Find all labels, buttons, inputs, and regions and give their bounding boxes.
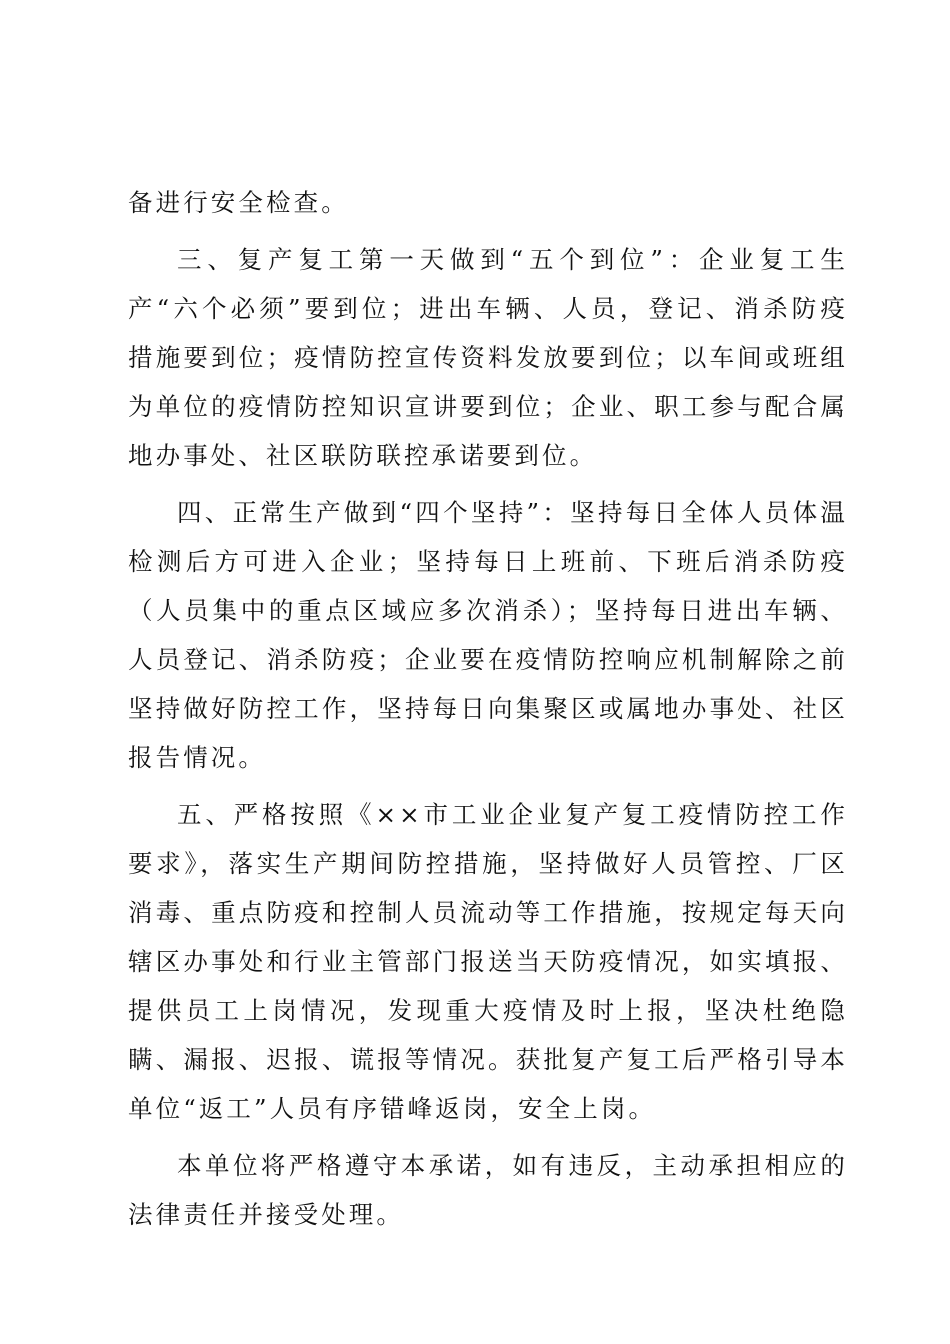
document-body [128,178,848,1239]
paragraph-item-four: 四、正常生产做到“四个坚持”：坚持每日全体人员体温检测后方可进入企业；坚持每日上班前、下班后消杀防疫（人员集中的重点区域应多次消杀）；坚持每日进出车辆、人员登记、消杀防疫；企业要在疫情防控响应机制解除之前坚持做好防控工作，坚持每日向集聚区或属地办事处、社区报告情况。 [128,498,848,772]
paragraph-continuation: 备进行安全检查。 [128,188,349,217]
paragraph-item-five: 五、严格按照《××市工业企业复产复工疫情防控工作要求》，落实生产期间防控措施，坚持做好人员管控、厂区消毒、重点防疫和控制人员流动等工作措施，按规定每天向辖区办事处和行业主管部门报送当天防疫情况，如实填报、提供员工上岗情况，发现重大疫情及时上报，坚决杜绝隐瞒、漏报、迟报、谎报等情况。获批复产复工后严格引导本单位“返工”人员有序错峰返岗，安全上岗。 [128,800,848,1123]
paragraph-commitment: 本单位将严格遵守本承诺，如有违反，主动承担相应的法律责任并接受处理。 [128,1151,848,1229]
paragraph-item-three: 三、复产复工第一天做到“五个到位”：企业复工生产“六个必须”要到位；进出车辆、人员，登记、消杀防疫措施要到位；疫情防控宣传资料发放要到位；以车间或班组为单位的疫情防控知识宣讲要到位；企业、职工参与配合属地办事处、社区联防联控承诺要到位。 [128,245,848,470]
